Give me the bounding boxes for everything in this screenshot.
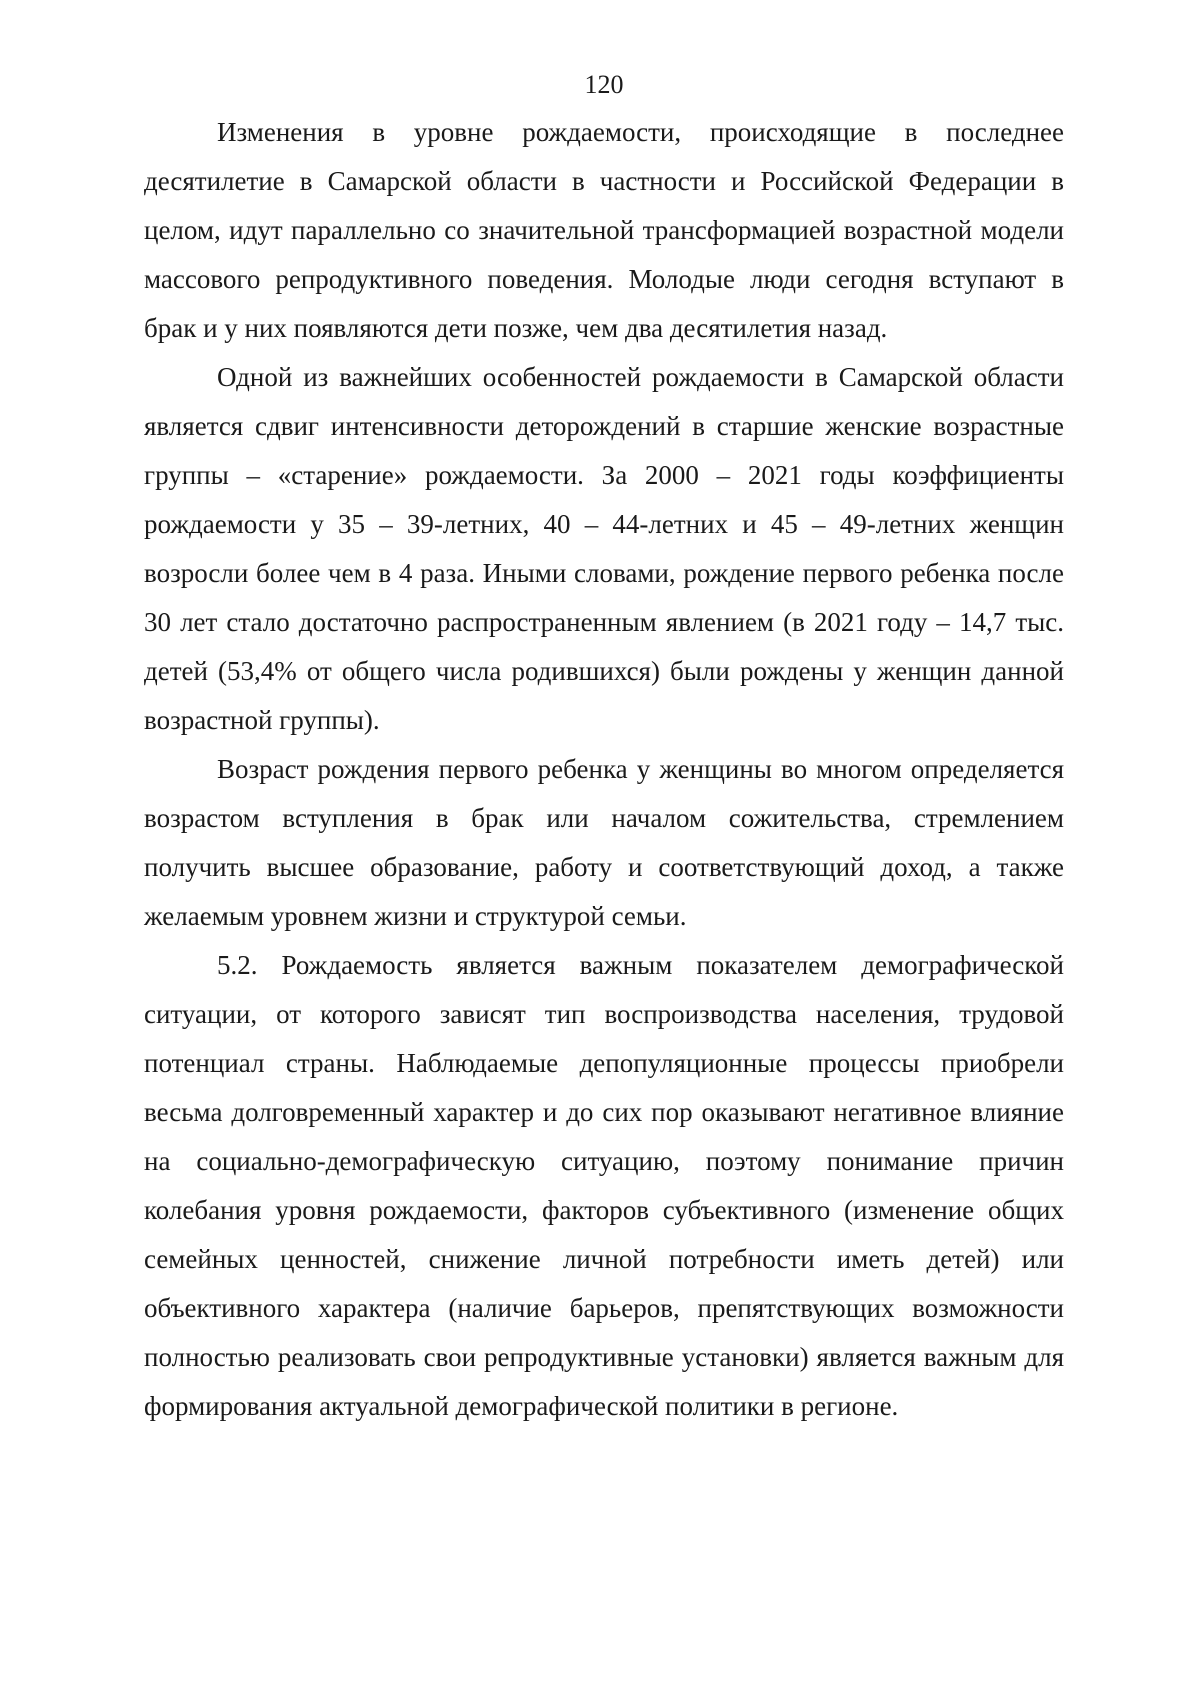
page-number: 120 [584,70,624,99]
paragraph-first-child-age: Возраст рождения первого ребенка у женщины во многом определяется возрастом вступления в брак или началом сожительства, стремлением получить высшее образование, работу и соответствующий доход, а также желаемым уровнем жизни и структурой семьи. [144,754,1064,931]
paragraph-section-5-2: 5.2. Рождаемость является важным показателем демографической ситуации, от которого зависят тип воспроизводства населения, трудовой потенциал страны. Наблюдаемые депопуляционные процессы приобрели весьма долговременный характер и до сих пор оказывают негативное влияние на социально-демографическую ситуацию, поэтому понимание причин колебания уровня рождаемости, факторов субъективного (изменение общих семейных ценностей, снижение личной потребности иметь детей) или объективного характера (наличие барьеров, препятствующих возможности полностью реализовать свои репродуктивные установки) является важным для формирования актуальной демографической политики в регионе. [144,950,1064,1421]
body-text [144,108,1064,1431]
paragraph-fertility-changes: Изменения в уровне рождаемости, происходящие в последнее десятилетие в Самарской области в частности и Российской Федерации в целом, идут параллельно со значительной трансформацией возрастной модели массового репродуктивного поведения. Молодые люди сегодня вступают в брак и у них появляются дети позже, чем два десятилетия назад. [144,117,1064,343]
paragraph-aging-fertility: Одной из важнейших особенностей рождаемости в Самарской области является сдвиг интенсивности деторождений в старшие женские возрастные группы – «старение» рождаемости. За 2000 – 2021 годы коэффициенты рождаемости у 35 – 39-летних, 40 – 44-летних и 45 – 49-летних женщин возросли более чем в 4 раза. Иными словами, рождение первого ребенка после 30 лет стало достаточно распространенным явлением (в 2021 году – 14,7 тыс. детей (53,4% от общего числа родившихся) были рождены у женщин данной возрастной группы). [144,362,1064,735]
